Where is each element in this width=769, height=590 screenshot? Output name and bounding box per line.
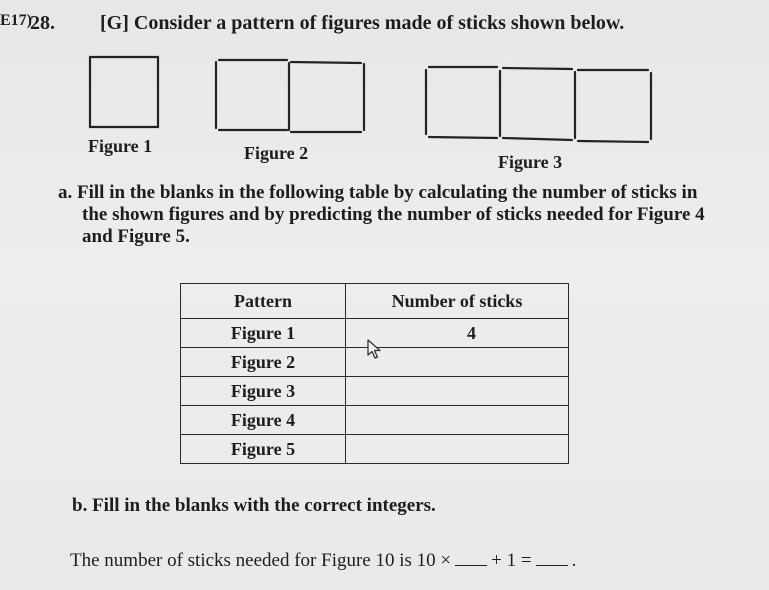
- figure-3-label: Figure 3: [498, 152, 563, 172]
- part-a-line: the shown figures and by predicting the number of sticks needed for Figure 4: [82, 204, 705, 225]
- pattern-cell: Figure 5: [181, 435, 346, 464]
- answer-blank-2[interactable]: [536, 545, 568, 566]
- table-row: [181, 435, 569, 464]
- sentence-end: .: [571, 550, 577, 571]
- sticks-table: [180, 283, 569, 464]
- figure-2-sticks: [216, 60, 364, 132]
- question-text: [G] Consider a pattern of figures made of sticks shown below.: [100, 12, 625, 34]
- table-header-row: [181, 284, 569, 319]
- stick: [503, 68, 572, 69]
- pattern-cell: Figure 4: [181, 406, 346, 435]
- stick: [291, 62, 361, 63]
- part-a-line: and Figure 5.: [82, 226, 190, 247]
- header-number-of-sticks: Number of sticks: [346, 284, 569, 319]
- stick: [578, 141, 648, 142]
- table-row: [181, 406, 569, 435]
- sticks-cell[interactable]: 4: [346, 319, 569, 348]
- sentence-plus-one: + 1 =: [491, 550, 532, 571]
- stick-figures: [0, 40, 769, 190]
- stick: [429, 137, 497, 138]
- figure-3-sticks: [426, 67, 651, 142]
- exercise-tag: E17): [0, 12, 32, 29]
- pattern-cell: Figure 2: [181, 348, 346, 377]
- figure-1-sticks: [90, 57, 158, 127]
- figure-1-label: Figure 1: [88, 136, 153, 156]
- sticks-cell[interactable]: [346, 377, 569, 406]
- sticks-cell[interactable]: [346, 435, 569, 464]
- part-a-instructions: [58, 182, 758, 248]
- header-pattern: Pattern: [181, 284, 346, 319]
- part-b-title: b. Fill in the blanks with the correct integers.: [72, 495, 436, 516]
- answer-blank-1[interactable]: [455, 545, 487, 566]
- question-number: 28.: [30, 12, 55, 34]
- pattern-cell: Figure 1: [181, 319, 346, 348]
- pattern-cell: Figure 3: [181, 377, 346, 406]
- part-b-sentence: [70, 545, 576, 572]
- part-a-line: a. Fill in the blanks in the following table by calculating the number of sticks in: [58, 182, 698, 203]
- sentence-start: The number of sticks needed for Figure 10 is 10 ×: [70, 550, 452, 571]
- figure-2-label: Figure 2: [244, 143, 309, 163]
- mouse-pointer-icon: [365, 338, 387, 362]
- sticks-cell[interactable]: [346, 406, 569, 435]
- table-row: [181, 377, 569, 406]
- stick: [503, 138, 572, 140]
